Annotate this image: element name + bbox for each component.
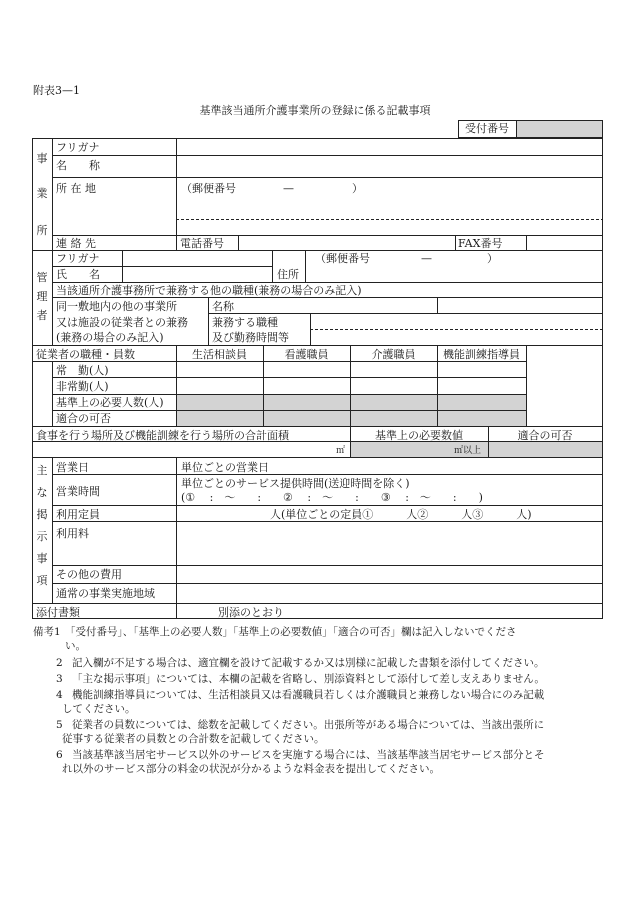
staff-col-nurse: 看護職員 <box>284 348 329 361</box>
manager-address-field[interactable] <box>307 266 600 281</box>
manager-concurrent-note: 当該通所介護事務所で兼務する他の職種(兼務の場合のみ記入) <box>56 284 362 297</box>
business-postal-dash: — <box>283 182 294 195</box>
staff-col-caregiver: 介護職員 <box>371 348 416 361</box>
note-6-num: 6 <box>56 749 63 761</box>
manager-name-field[interactable] <box>124 268 270 281</box>
manager-name-label: 氏 名 <box>56 268 100 281</box>
note-1-line-1: 「受付番号」、「基準上の必要人数」「基準上の必要数値」「適合の可否」欄は記入しないでくださ <box>65 626 517 638</box>
note-3-num: 3 <box>56 673 63 685</box>
manager-side-label-1: 管 <box>36 271 48 284</box>
manager-other-job-label-1: 兼務する職種 <box>212 316 278 329</box>
manager-side-label-2: 理 <box>36 290 48 303</box>
business-side-label-2: 業 <box>36 187 48 200</box>
manager-postal-dash: — <box>421 252 432 265</box>
manager-furigana-label: フリガナ <box>56 252 100 265</box>
area-compliance-label: 適合の可否 <box>517 429 573 442</box>
area-required-unit: ㎡以上 <box>454 446 482 456</box>
receipt-number-label: 受付番号 <box>465 122 509 135</box>
staff-row-required: 基準上の必要人数(人) <box>56 396 164 409</box>
staff-count-fields[interactable] <box>178 363 524 393</box>
manager-postal-close: ） <box>487 252 498 265</box>
notice-hours-value-2[interactable]: (① : 〜 : ② : 〜 : ③ : 〜 : ) <box>181 491 483 504</box>
business-phone-label: 電話番号 <box>180 237 224 250</box>
notice-side-label-2: な <box>36 486 48 499</box>
manager-other-job-field[interactable] <box>312 315 600 344</box>
form-ref-number: 附表3—1 <box>33 84 80 97</box>
notice-side-label-5: 事 <box>36 552 48 565</box>
note-6-line-2: れ以外のサービス部分の料金の状況が分かるような料金表を提出してください。 <box>62 763 440 775</box>
business-side-label-3: 所 <box>36 224 48 237</box>
staff-row-compliance: 適合の可否 <box>56 412 111 425</box>
area-value-field[interactable] <box>34 443 334 456</box>
staff-row-parttime: 非常勤(人) <box>56 380 109 393</box>
note-5-line-2: 従事する従業者の員数との合計数を記載してください。 <box>62 733 325 745</box>
manager-postal-open: （郵便番号 <box>315 252 370 265</box>
notice-other-fees-field[interactable] <box>178 567 600 582</box>
staff-col-trainer: 機能訓練指導員 <box>443 348 520 361</box>
notice-hours-label: 営業時間 <box>56 485 100 498</box>
staff-row-fulltime: 常 勤(人) <box>56 364 109 377</box>
note-3-line-1: 「主な掲示事項」については、本欄の記載を省略し、別添資料として添付して差し支えありません。 <box>72 673 545 685</box>
note-5-line-1: 従業者の員数については、総数を記載してください。出張所等がある場合については、当該出張所に <box>72 719 545 731</box>
note-2-num: 2 <box>56 657 63 669</box>
business-name-field[interactable] <box>178 157 600 176</box>
manager-other-name-field[interactable] <box>240 299 436 312</box>
staff-col-counselor: 生活相談員 <box>192 348 247 361</box>
manager-other-label-1: 同一敷地内の他の事業所 <box>56 300 177 313</box>
notice-capacity-label: 利用定員 <box>56 508 100 521</box>
manager-other-label-2: 又は施設の従業者との兼務 <box>56 316 188 329</box>
business-fax-label: FAX番号 <box>458 237 503 250</box>
area-label: 食事を行う場所及び機能訓練を行う場所の合計面積 <box>36 429 289 442</box>
note-6-line-1: 当該基準該当居宅サービス以外のサービスを実施する場合には、当該基準該当居宅サービス部分とそ <box>72 749 545 761</box>
attachments-label: 添付書類 <box>36 606 80 619</box>
note-1-line-2: い。 <box>65 640 86 652</box>
note-5-num: 5 <box>56 719 63 731</box>
business-contact-label: 連 絡 先 <box>56 237 96 250</box>
business-side-label-1: 事 <box>36 152 48 165</box>
notice-hours-value-1: 単位ごとのサービス提供時間(送迎時間を除く) <box>181 477 410 490</box>
business-phone-field[interactable] <box>240 237 453 249</box>
notice-side-label-6: 項 <box>36 574 48 587</box>
notice-other-fees-label: その他の費用 <box>56 568 122 581</box>
manager-address-label: 住所 <box>277 268 299 281</box>
notice-side-label-1: 主 <box>36 464 48 477</box>
notice-fees-label: 利用料 <box>56 527 89 540</box>
note-4-line-2: してください。 <box>62 703 136 715</box>
notice-region-field[interactable] <box>178 585 600 602</box>
business-postal-open: （郵便番号 <box>181 182 236 195</box>
notice-fees-field[interactable] <box>178 523 600 564</box>
notice-business-days-value[interactable]: 単位ごとの営業日 <box>181 461 269 474</box>
notice-business-days-label: 営業日 <box>56 461 89 474</box>
staff-header: 従業者の職種・員数 <box>36 348 135 361</box>
business-postal-close: ） <box>352 182 363 195</box>
business-furigana-label: フリガナ <box>56 141 100 154</box>
business-fax-field[interactable] <box>528 237 600 249</box>
manager-other-name-label: 名称 <box>212 300 234 313</box>
form-title: 基準該当通所介護事業所の登録に係る記載事項 <box>199 104 431 117</box>
notice-side-label-3: 掲 <box>36 508 48 521</box>
notice-region-label: 通常の事業実施地域 <box>56 587 155 600</box>
note-1-num: 備考1 <box>33 626 61 638</box>
area-required-label: 基準上の必要数値 <box>375 429 463 442</box>
attachments-value: 別添のとおり <box>218 606 284 619</box>
area-unit: ㎡ <box>336 446 346 456</box>
manager-side-label-3: 者 <box>36 309 48 322</box>
business-address-field[interactable] <box>178 198 600 234</box>
note-4-line-1: 機能訓練指導員については、生活相談員又は看護職員若しくは介護職員と兼務しない場合にのみ記載 <box>72 689 545 701</box>
note-4-num: 4 <box>56 689 63 701</box>
business-name-label: 名 称 <box>56 159 100 172</box>
manager-other-job-label-2: 及び勤務時間等 <box>212 331 289 344</box>
business-furigana-field[interactable] <box>178 140 600 154</box>
manager-other-label-3: (兼務の場合のみ記入) <box>56 331 164 344</box>
note-2-line-1: 記入欄が不足する場合は、適宜欄を設けて記載するか又は別様に記載した書類を添付してください。 <box>72 657 545 669</box>
notice-side-label-4: 示 <box>36 530 48 543</box>
notice-capacity-value[interactable]: 人(単位ごとの定員① 人② 人③ 人) <box>270 508 532 521</box>
manager-furigana-field[interactable] <box>124 252 270 265</box>
business-address-label: 所 在 地 <box>56 182 96 195</box>
